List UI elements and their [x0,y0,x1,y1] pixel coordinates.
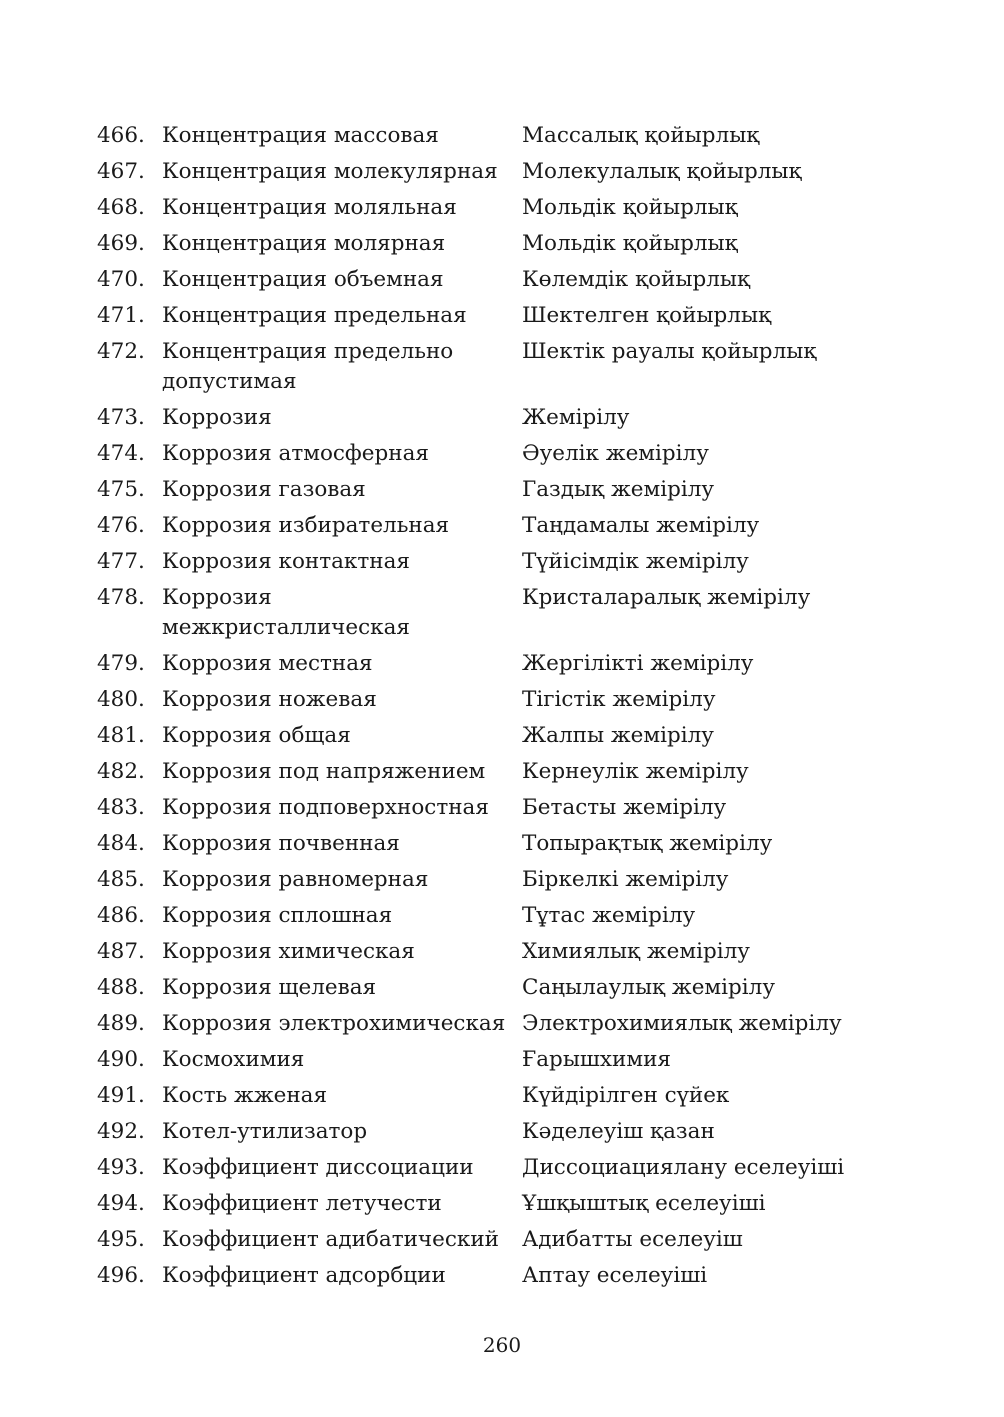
entry-number: 485. [97,867,145,892]
entry-number: 489. [97,1011,145,1036]
entry-russian-term: Коррозия ножевая [162,687,377,712]
glossary-entry [97,649,897,679]
glossary-entry [97,583,897,643]
entry-russian-term: Коррозия [162,405,272,430]
glossary-entry [97,547,897,577]
entry-number: 482. [97,759,145,784]
glossary-entry [97,337,897,397]
entry-russian-term: Концентрация молекулярная [162,159,498,184]
glossary-entry [97,1117,897,1147]
entry-russian-term: Коэффициент летучести [162,1191,442,1216]
entry-russian-term: Коэффициент диссоциации [162,1155,474,1180]
glossary-entry [97,193,897,223]
glossary-entry [97,439,897,469]
glossary-entry [97,157,897,187]
entry-number: 487. [97,939,145,964]
entry-number: 475. [97,477,145,502]
entry-number: 468. [97,195,145,220]
entry-russian-term: Коррозия сплошная [162,903,393,928]
entry-russian-term: Коррозия равномерная [162,867,429,892]
glossary-list [97,121,897,1297]
entry-russian-term: Коррозия межкристаллическая [162,585,410,640]
entry-kazakh-term: Түйісімдік жемірілу [522,549,749,574]
entry-russian-term: Коррозия электрохимическая [162,1011,506,1036]
entry-kazakh-term: Адибатты еселеуіш [522,1227,743,1252]
entry-number: 478. [97,585,145,610]
entry-kazakh-term: Тігістік жемірілу [522,687,716,712]
entry-kazakh-term: Газдық жемірілу [522,477,715,502]
entry-kazakh-term: Шектік рауалы қойырлық [522,339,817,364]
glossary-entry [97,1225,897,1255]
entry-russian-term: Концентрация объемная [162,267,444,292]
entry-number: 490. [97,1047,145,1072]
entry-russian-term: Коррозия местная [162,651,373,676]
entry-number: 491. [97,1083,145,1108]
entry-kazakh-term: Жемірілу [522,405,630,430]
entry-number: 480. [97,687,145,712]
glossary-entry [97,1009,897,1039]
entry-kazakh-term: Массалық қойырлық [522,123,760,148]
entry-russian-term: Коррозия химическая [162,939,415,964]
entry-number: 493. [97,1155,145,1180]
entry-russian-term: Концентрация предельная [162,303,467,328]
glossary-entry [97,901,897,931]
entry-number: 483. [97,795,145,820]
glossary-entry [97,511,897,541]
entry-kazakh-term: Саңылаулық жемірілу [522,975,775,1000]
glossary-entry [97,793,897,823]
entry-russian-term: Коррозия избирательная [162,513,450,538]
entry-russian-term: Концентрация массовая [162,123,439,148]
entry-kazakh-term: Таңдамалы жемірілу [522,513,760,538]
glossary-entry [97,1189,897,1219]
entry-kazakh-term: Жергілікті жемірілу [522,651,754,676]
glossary-entry [97,301,897,331]
entry-russian-term: Коррозия под напряжением [162,759,486,784]
entry-russian-term: Коэффициент адсорбции [162,1263,446,1288]
entry-kazakh-term: Молекулалық қойырлық [522,159,802,184]
entry-kazakh-term: Ұшқыштық еселеуіші [522,1191,766,1216]
entry-kazakh-term: Кәделеуіш қазан [522,1119,715,1144]
glossary-entry [97,1081,897,1111]
glossary-entry [97,829,897,859]
entry-russian-term: Коррозия газовая [162,477,366,502]
glossary-entry [97,973,897,1003]
entry-number: 484. [97,831,145,856]
entry-number: 470. [97,267,145,292]
glossary-entry [97,937,897,967]
entry-number: 471. [97,303,145,328]
entry-kazakh-term: Электрохимиялық жемірілу [522,1011,842,1036]
entry-number: 469. [97,231,145,256]
glossary-entry [97,1045,897,1075]
entry-kazakh-term: Бетасты жемірілу [522,795,727,820]
entry-kazakh-term: Әуелік жемірілу [522,441,709,466]
entry-kazakh-term: Жалпы жемірілу [522,723,714,748]
entry-kazakh-term: Топырақтық жемірілу [522,831,773,856]
entry-russian-term: Коррозия почвенная [162,831,400,856]
entry-number: 492. [97,1119,145,1144]
glossary-entry [97,265,897,295]
entry-russian-term: Концентрация предельно допустимая [162,339,454,394]
glossary-entry [97,121,897,151]
glossary-entry [97,757,897,787]
glossary-entry [97,1153,897,1183]
entry-kazakh-term: Кернеулік жемірілу [522,759,749,784]
entry-russian-term: Коррозия атмосферная [162,441,429,466]
entry-russian-term: Концентрация молярная [162,231,446,256]
glossary-entry [97,685,897,715]
glossary-entry [97,229,897,259]
page-number: 260 [482,1333,522,1357]
entry-russian-term: Концентрация моляльная [162,195,457,220]
entry-number: 466. [97,123,145,148]
entry-kazakh-term: Тұтас жемірілу [522,903,696,928]
entry-russian-term: Коэффициент адибатический [162,1227,499,1252]
entry-number: 474. [97,441,145,466]
entry-russian-term: Коррозия контактная [162,549,410,574]
entry-kazakh-term: Көлемдік қойырлық [522,267,751,292]
glossary-entry [97,1261,897,1291]
glossary-entry [97,865,897,895]
entry-number: 495. [97,1227,145,1252]
glossary-entry [97,403,897,433]
entry-russian-term: Коррозия щелевая [162,975,377,1000]
entry-kazakh-term: Шектелген қойырлық [522,303,772,328]
entry-kazakh-term: Аптау еселеуіші [522,1263,708,1288]
entry-kazakh-term: Химиялық жемірілу [522,939,750,964]
entry-number: 473. [97,405,145,430]
glossary-entry [97,721,897,751]
entry-kazakh-term: Мольдік қойырлық [522,231,738,256]
entry-number: 494. [97,1191,145,1216]
entry-russian-term: Кость жженая [162,1083,328,1108]
entry-number: 479. [97,651,145,676]
entry-russian-term: Котел-утилизатор [162,1119,368,1144]
entry-number: 486. [97,903,145,928]
entry-kazakh-term: Кристаларалық жемірілу [522,585,811,610]
entry-number: 477. [97,549,145,574]
entry-number: 481. [97,723,145,748]
entry-russian-term: Космохимия [162,1047,305,1072]
entry-number: 476. [97,513,145,538]
entry-number: 488. [97,975,145,1000]
entry-kazakh-term: Біркелкі жемірілу [522,867,729,892]
entry-number: 496. [97,1263,145,1288]
entry-kazakh-term: Күйдірілген сүйек [522,1083,730,1108]
entry-number: 472. [97,339,145,364]
entry-kazakh-term: Диссоциациялану еселеуіші [522,1155,845,1180]
entry-kazakh-term: Мольдік қойырлық [522,195,738,220]
entry-kazakh-term: Ғарышхимия [522,1047,671,1072]
glossary-entry [97,475,897,505]
entry-number: 467. [97,159,145,184]
entry-russian-term: Коррозия общая [162,723,351,748]
entry-russian-term: Коррозия подповерхностная [162,795,489,820]
